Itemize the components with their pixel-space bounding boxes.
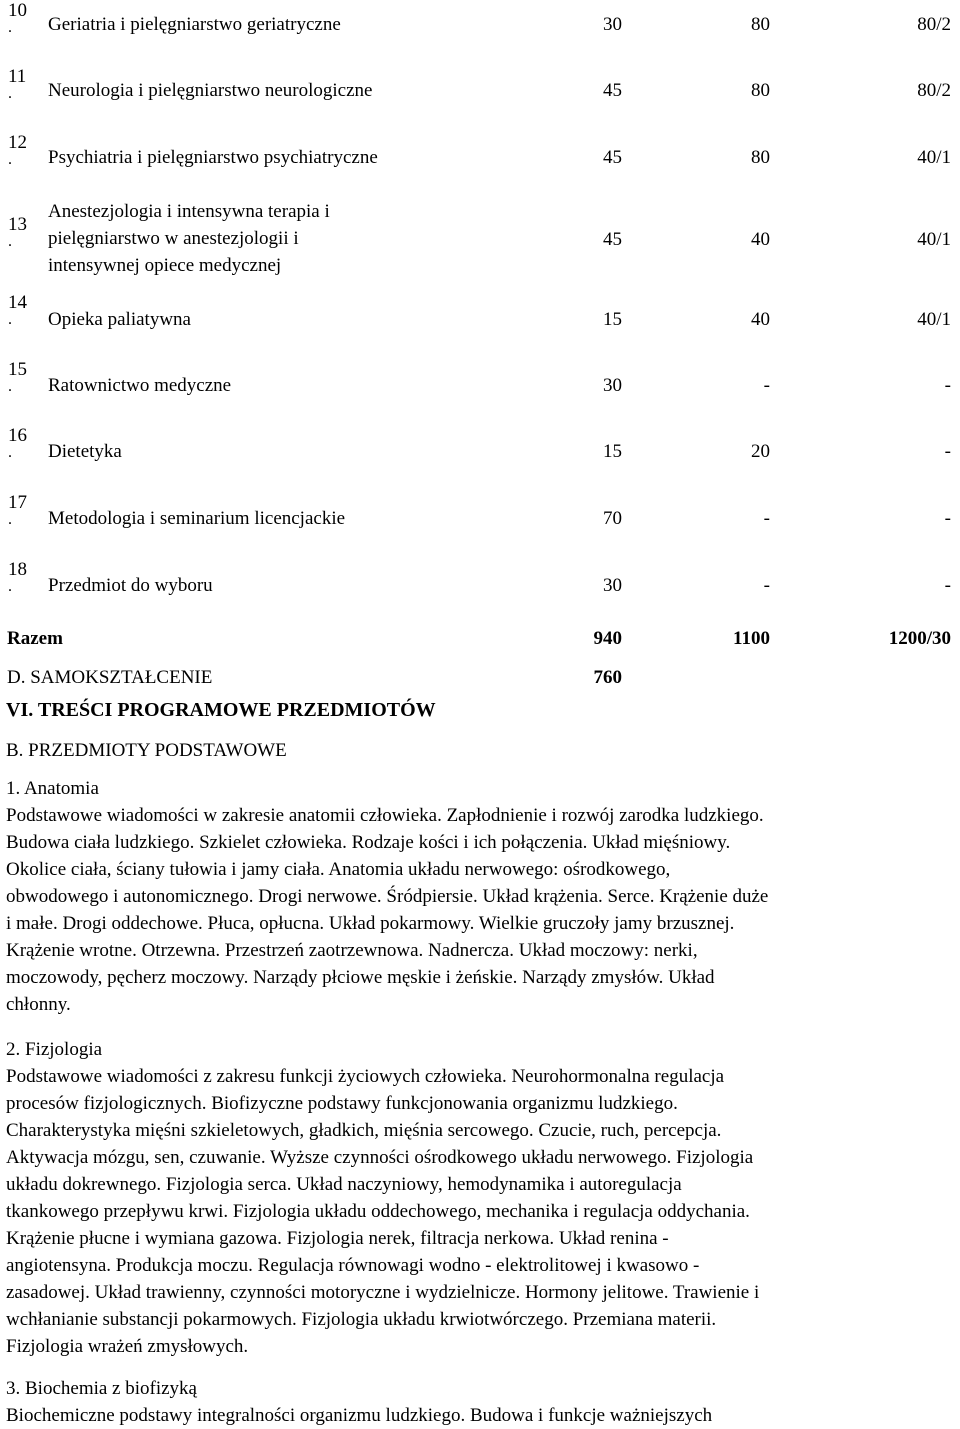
subject-line: zasadowej. Układ trawienny, czynności motoryczne i wydzielnicze. Hormony jelitowe. Trawienie i <box>6 1282 760 1303</box>
hours-theory: 45 <box>603 147 622 168</box>
subject-line: Okolice ciała, ściany tułowia i jamy ciała. Anatomia układu nerwowego: ośrodkowego, <box>6 859 671 880</box>
subject-name-line: pielęgniarstwo w anestezjologii i <box>48 228 299 249</box>
hours-theory: 15 <box>603 441 622 462</box>
hours-practice: 20 <box>751 441 770 462</box>
hours-theory: 30 <box>603 575 622 596</box>
hours-internship: 40/1 <box>917 147 951 168</box>
subject-block-biochemia <box>6 1375 956 1429</box>
hours-theory: 45 <box>603 80 622 101</box>
hours-practice: 80 <box>751 14 770 35</box>
table-row <box>0 492 960 554</box>
subject-line: Budowa ciała ludzkiego. Szkielet człowieka. Rodzaje kości i ich połączenia. Układ mięśniowy. <box>6 832 731 853</box>
table-row <box>0 425 960 487</box>
hours-theory: 45 <box>603 229 622 250</box>
hours-internship: - <box>944 375 951 396</box>
row-number: 10 . <box>8 0 27 36</box>
hours-theory: 30 <box>603 14 622 35</box>
hours-internship: 80/2 <box>917 14 951 35</box>
hours-theory: 70 <box>603 508 622 529</box>
hours-practice: 80 <box>751 147 770 168</box>
subject-line: Krążenie płucne i wymiana gazowa. Fizjologia nerek, filtracja nerkowa. Układ renina - <box>6 1228 669 1249</box>
subject-line: wchłanianie substancji pokarmowych. Fizjologia układu krwiotwórczego. Przemiana materii. <box>6 1309 717 1330</box>
hours-practice: - <box>763 508 770 529</box>
subject-line: obwodowego i autonomicznego. Drogi nerwowe. Śródpiersie. Układ krążenia. Serce. Krążenie duże <box>6 886 769 907</box>
hours-theory: 30 <box>603 375 622 396</box>
subject-line: Fizjologia wrażeń zmysłowych. <box>6 1336 249 1357</box>
row-number: 14 . <box>8 292 27 328</box>
hours-internship: 40/1 <box>917 229 951 250</box>
row-number: 11 . <box>8 66 27 102</box>
table-row <box>0 292 960 354</box>
subject-line: chłonny. <box>6 994 71 1015</box>
hours-theory: 15 <box>603 309 622 330</box>
subject-name: Ratownictwo medyczne <box>48 375 232 396</box>
row-number: 13 . <box>8 214 27 250</box>
subject-line: moczowody, pęcherz moczowy. Narządy płciowe męskie i żeńskie. Narządy zmysłów. Układ <box>6 967 715 988</box>
subject-title: 1. Anatomia <box>6 778 99 799</box>
table-row <box>0 359 960 421</box>
table-row <box>0 132 960 194</box>
subject-line: procesów fizjologicznych. Biofizyczne podstawy funkcjonowania organizmu ludzkiego. <box>6 1093 678 1114</box>
row-number: 16 . <box>8 425 27 461</box>
subject-line: Krążenie wrotne. Otrzewna. Przestrzeń zaotrzewnowa. Nadnercza. Układ moczowy: nerki, <box>6 940 698 961</box>
hours-internship: 40/1 <box>917 309 951 330</box>
subsection-title: B. PRZEDMIOTY PODSTAWOWE <box>6 740 287 761</box>
table-row <box>0 559 960 621</box>
subject-name: Opieka paliatywna <box>48 309 191 330</box>
total-practice: 1100 <box>733 628 770 649</box>
row-number: 12 . <box>8 132 27 168</box>
subject-line: angiotensyna. Produkcja moczu. Regulacja równowagi wodno - elektrolitowej i kwasowo - <box>6 1255 700 1276</box>
hours-practice: - <box>763 375 770 396</box>
subject-line: Podstawowe wiadomości z zakresu funkcji życiowych człowieka. Neurohormonalna regulacja <box>6 1066 725 1087</box>
subject-name <box>48 198 330 279</box>
subject-title: 3. Biochemia z biofizyką <box>6 1378 197 1399</box>
subject-name: Przedmiot do wyboru <box>48 575 213 596</box>
hours-practice: - <box>763 575 770 596</box>
hours-internship: - <box>944 575 951 596</box>
subject-name: Dietetyka <box>48 441 122 462</box>
row-number: 15 . <box>8 359 27 395</box>
subject-line: Aktywacja mózgu, sen, czuwanie. Wyższe czynności ośrodkowego układu nerwowego. Fizjologia <box>6 1147 754 1168</box>
subject-name: Metodologia i seminarium licencjackie <box>48 508 346 529</box>
hours-practice: 40 <box>751 229 770 250</box>
table-row <box>0 66 960 128</box>
subject-line: Biochemiczne podstawy integralności organizmu ludzkiego. Budowa i funkcje ważniejszych <box>6 1405 713 1426</box>
row-number: 17 . <box>8 492 27 528</box>
self-study-label: D. SAMOKSZTAŁCENIE <box>7 667 213 688</box>
subject-name-line: Anestezjologia i intensywna terapia i <box>48 201 330 222</box>
subject-name: Geriatria i pielęgniarstwo geriatryczne <box>48 14 341 35</box>
self-study-row <box>0 664 960 694</box>
total-internship: 1200/30 <box>888 628 951 649</box>
subject-line: i małe. Drogi oddechowe. Płuca, opłucna. Układ pokarmowy. Wielkie gruczoły jamy brzusznej. <box>6 913 735 934</box>
hours-internship: - <box>944 508 951 529</box>
hours-internship: - <box>944 441 951 462</box>
subject-title: 2. Fizjologia <box>6 1039 103 1060</box>
subject-name-line: intensywnej opiece medycznej <box>48 255 282 276</box>
subject-block-anatomia <box>6 775 956 1018</box>
subject-line: Podstawowe wiadomości w zakresie anatomii człowieka. Zapłodnienie i rozwój zarodka ludzkiego. <box>6 805 764 826</box>
section-title: VI. TREŚCI PROGRAMOWE PRZEDMIOTÓW <box>6 699 436 721</box>
subject-block-fizjologia <box>6 1036 956 1360</box>
total-theory: 940 <box>593 628 622 649</box>
hours-practice: 40 <box>751 309 770 330</box>
hours-practice: 80 <box>751 80 770 101</box>
subject-name: Neurologia i pielęgniarstwo neurologiczne <box>48 80 373 101</box>
row-number: 18 . <box>8 559 27 595</box>
subject-name: Psychiatria i pielęgniarstwo psychiatryczne <box>48 147 378 168</box>
table-row <box>0 0 960 62</box>
total-row <box>0 625 960 655</box>
table-row <box>0 198 960 286</box>
subject-line: tkankowego przepływu krwi. Fizjologia układu oddechowego, mechanika i regulacja oddychania. <box>6 1201 750 1222</box>
hours-internship: 80/2 <box>917 80 951 101</box>
self-study-hours: 760 <box>593 667 622 688</box>
total-label: Razem <box>7 628 63 649</box>
subject-line: Charakterystyka mięśni szkieletowych, gładkich, mięśnia sercowego. Czucie, ruch, percepcja. <box>6 1120 722 1141</box>
subject-line: układu dokrewnego. Fizjologia serca. Układ naczyniowy, hemodynamika i autoregulacja <box>6 1174 682 1195</box>
